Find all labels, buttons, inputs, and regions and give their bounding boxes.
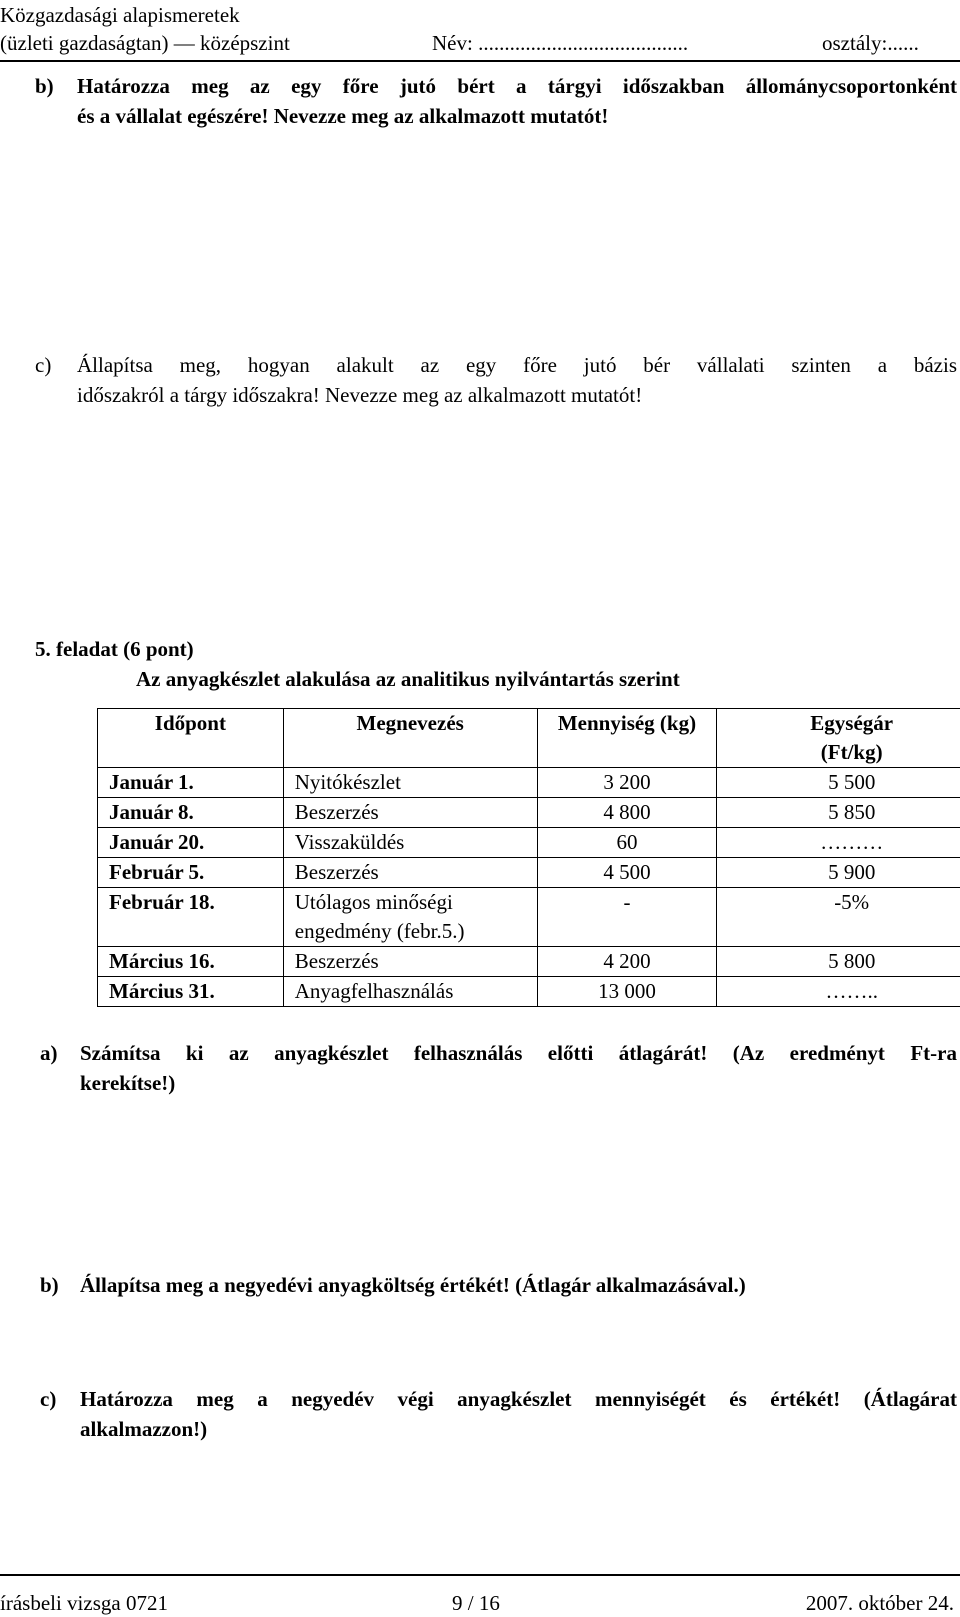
table-row [98, 798, 960, 828]
header-rule [0, 60, 960, 62]
row-date: Február 5. [98, 858, 284, 888]
row-name: Beszerzés [283, 798, 537, 828]
row-date: Március 16. [98, 947, 284, 977]
question-b-label: b) [35, 74, 54, 98]
footer-date: 2007. október 24. [805, 1591, 954, 1615]
table-title: Az anyagkészlet alakulása az analitikus nyilvántartás szerint [136, 667, 680, 691]
task5-b-text: Állapítsa meg a negyedévi anyagköltség értékét! (Átlagár alkalmazásával.) [80, 1273, 746, 1297]
footer-rule [0, 1574, 960, 1576]
row-price: 5 500 [717, 768, 960, 798]
question-c-text-1: Állapítsa meg, hogyan alakult az egy főre jutó bér vállalati szinten a bázis [77, 353, 957, 377]
row-qty: 13 000 [537, 977, 717, 1007]
table-row [98, 977, 960, 1007]
task5-heading: 5. feladat (6 pont) [35, 637, 194, 661]
row-name: Utólagos minőségi engedmény (febr.5.) [283, 888, 537, 947]
subject-subtitle: (üzleti gazdaságtan) — középszint [0, 31, 290, 55]
col-header-qty: Mennyiség (kg) [537, 709, 717, 768]
task5-c-text-2: alkalmazzon!) [80, 1417, 208, 1441]
table-row [98, 888, 960, 947]
row-name: Beszerzés [283, 947, 537, 977]
task5-a-text-1: Számítsa ki az anyagkészlet felhasználás előtti átlagárát! (Az eredményt Ft-ra [80, 1041, 957, 1065]
row-date: Január 1. [98, 768, 284, 798]
task5-a-text-2: kerekítse!) [80, 1071, 176, 1095]
row-name: Nyitókészlet [283, 768, 537, 798]
task5-a-label: a) [40, 1041, 58, 1065]
footer-page-number: 9 / 16 [452, 1591, 500, 1615]
row-date: Január 20. [98, 828, 284, 858]
row-qty: 4 500 [537, 858, 717, 888]
subject-title: Közgazdasági alapismeretek [0, 3, 240, 27]
row-qty: 60 [537, 828, 717, 858]
row-qty: - [537, 888, 717, 947]
row-price: -5% [717, 888, 960, 947]
name-field: Név: ........................................ [432, 31, 689, 55]
question-b-text-2: és a vállalat egészére! Nevezze meg az alkalmazott mutatót! [77, 104, 609, 128]
table-row [98, 858, 960, 888]
row-price: 5 900 [717, 858, 960, 888]
row-name: Beszerzés [283, 858, 537, 888]
row-qty: 4 800 [537, 798, 717, 828]
row-date: Január 8. [98, 798, 284, 828]
footer-exam-id: írásbeli vizsga 0721 [0, 1591, 168, 1615]
col-header-date: Időpont [98, 709, 284, 768]
task5-c-text-1: Határozza meg a negyedév végi anyagkészlet mennyiségét és értékét! (Átlagárat [80, 1387, 957, 1411]
row-date: Március 31. [98, 977, 284, 1007]
class-field: osztály:...... [822, 31, 919, 55]
question-c-text-2: időszakról a tárgy időszakra! Nevezze meg az alkalmazott mutatót! [77, 383, 643, 407]
row-price: …….. [717, 977, 960, 1007]
row-name: Anyagfelhasználás [283, 977, 537, 1007]
col-header-name: Megnevezés [283, 709, 537, 768]
question-c-label: c) [35, 353, 52, 377]
row-name: Visszaküldés [283, 828, 537, 858]
table-row [98, 828, 960, 858]
row-price: 5 800 [717, 947, 960, 977]
inventory-table [97, 708, 960, 1007]
col-header-price: Egységár (Ft/kg) [717, 709, 960, 768]
row-qty: 4 200 [537, 947, 717, 977]
row-price: 5 850 [717, 798, 960, 828]
row-qty: 3 200 [537, 768, 717, 798]
task5-c-label: c) [40, 1387, 57, 1411]
table-row [98, 947, 960, 977]
task5-b-label: b) [40, 1273, 59, 1297]
question-b-text-1: Határozza meg az egy főre jutó bért a tárgyi időszakban állománycsoportonként [77, 74, 957, 98]
table-header-row [98, 709, 960, 768]
row-price: ……… [717, 828, 960, 858]
row-date: Február 18. [98, 888, 284, 947]
table-row [98, 768, 960, 798]
